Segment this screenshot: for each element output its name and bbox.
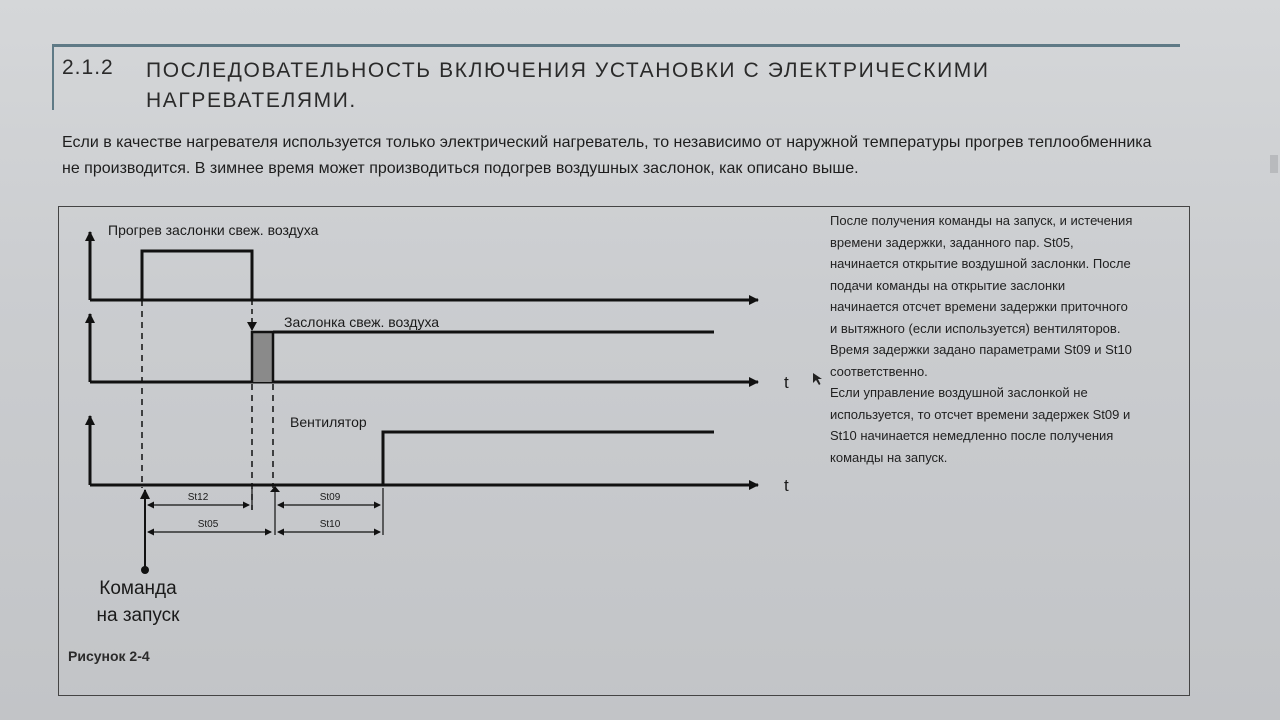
scrollbar-thumb[interactable]	[1270, 155, 1278, 173]
damper-opening-region	[252, 332, 273, 382]
mouse-pointer-icon	[812, 372, 824, 386]
start-command-label-line2: на запуск	[96, 605, 180, 626]
interval-dimensions	[148, 505, 380, 532]
signal-label-damper: Заслонка свеж. воздуха	[284, 314, 440, 330]
start-command-label-line1: Команда	[99, 578, 177, 599]
interval-label-st12: St12	[187, 492, 209, 503]
start-command-marker	[141, 486, 383, 574]
interval-label-st09: St09	[319, 492, 341, 503]
section-number: 2.1.2	[62, 56, 114, 79]
signal-fan	[90, 414, 789, 495]
signal-label-damper-preheat: Прогрев заслонки свеж. воздуха	[108, 222, 319, 238]
interval-label-st05: St05	[197, 519, 219, 530]
diagram-description: После получения команды на запуск, и истечения времени задержки, заданного пар. St05, начинается открытие воздушной заслонки. После подачи команды на открытие заслонки начинается отсчет времени задержки приточного и вытяжного (если используется) вентиляторов. Время задержки задано параметрами St09 и St10 соответственно. Если управление воздушной заслонкой не используется, то отсчет времени задержек St09 и St10 начинается немедленно после получения команды на запуск.	[830, 213, 1133, 465]
time-axis-label: t	[784, 373, 789, 392]
signal-damper	[90, 300, 789, 392]
time-axis-label: t	[784, 476, 789, 495]
section-title: ПОСЛЕДОВАТЕЛЬНОСТЬ ВКЛЮЧЕНИЯ УСТАНОВКИ С ЭЛЕКТРИЧЕСКИМИ НАГРЕВАТЕЛЯМИ.	[146, 59, 990, 112]
signal-damper-preheat	[90, 222, 758, 300]
interval-label-st10: St10	[319, 519, 341, 530]
figure-caption: Рисунок 2-4	[68, 648, 150, 664]
intro-paragraph: Если в качестве нагревателя используется только электрический нагреватель, то независимо от наружной температуры прогрев теплообменника не производится. В зимнее время может производиться подогрев воздушных заслонок, как описано выше.	[62, 134, 1152, 177]
signal-label-fan: Вентилятор	[290, 414, 367, 430]
